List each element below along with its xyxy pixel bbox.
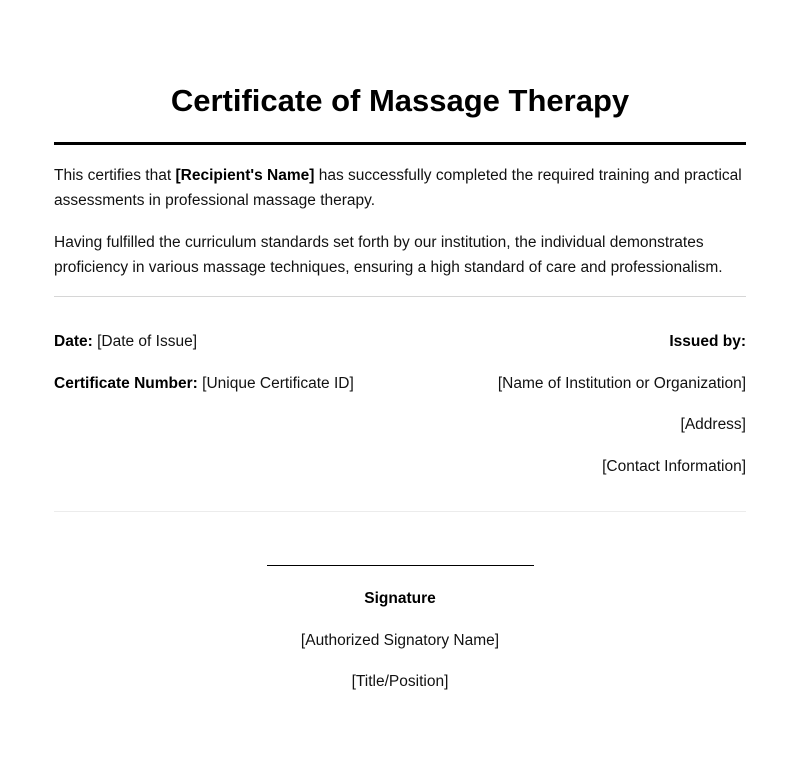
- signatory-title: [Title/Position]: [351, 673, 449, 690]
- signatory-name: [Authorized Signatory Name]: [300, 632, 500, 649]
- intro-suffix: has successfully completed the required training and practical assessments in professional massage therapy.: [54, 167, 742, 209]
- recipient-name: [Recipient's Name]: [175, 167, 315, 184]
- section-divider: [54, 296, 746, 297]
- issuer-name: [Name of Institution or Organization]: [497, 375, 746, 392]
- issued-by-label: Issued by:: [669, 333, 746, 350]
- certificate-number-label: Certificate Number:: [54, 375, 198, 392]
- date-label: Date:: [54, 333, 93, 350]
- date-line: [54, 332, 197, 352]
- intro-paragraph: [54, 163, 754, 213]
- title-divider: [54, 142, 746, 145]
- issuer-address: [Address]: [680, 416, 746, 433]
- signature-label: Signature: [364, 590, 436, 607]
- certificate-number-line: [54, 374, 354, 394]
- certificate-number-value: [Unique Certificate ID]: [197, 375, 354, 392]
- certificate-title: Certificate of Massage Therapy: [170, 83, 630, 118]
- signature-line: [267, 565, 534, 566]
- intro-prefix: This certifies that: [54, 167, 176, 184]
- issuer-contact: [Contact Information]: [602, 458, 746, 475]
- date-value: [Date of Issue]: [92, 333, 198, 350]
- body-paragraph: Having fulfilled the curriculum standards set forth by our institution, the individual demonstrates proficiency in various massage techniques, ensuring a high standard of care and professionalism.: [54, 234, 723, 276]
- signature-divider: [54, 511, 746, 512]
